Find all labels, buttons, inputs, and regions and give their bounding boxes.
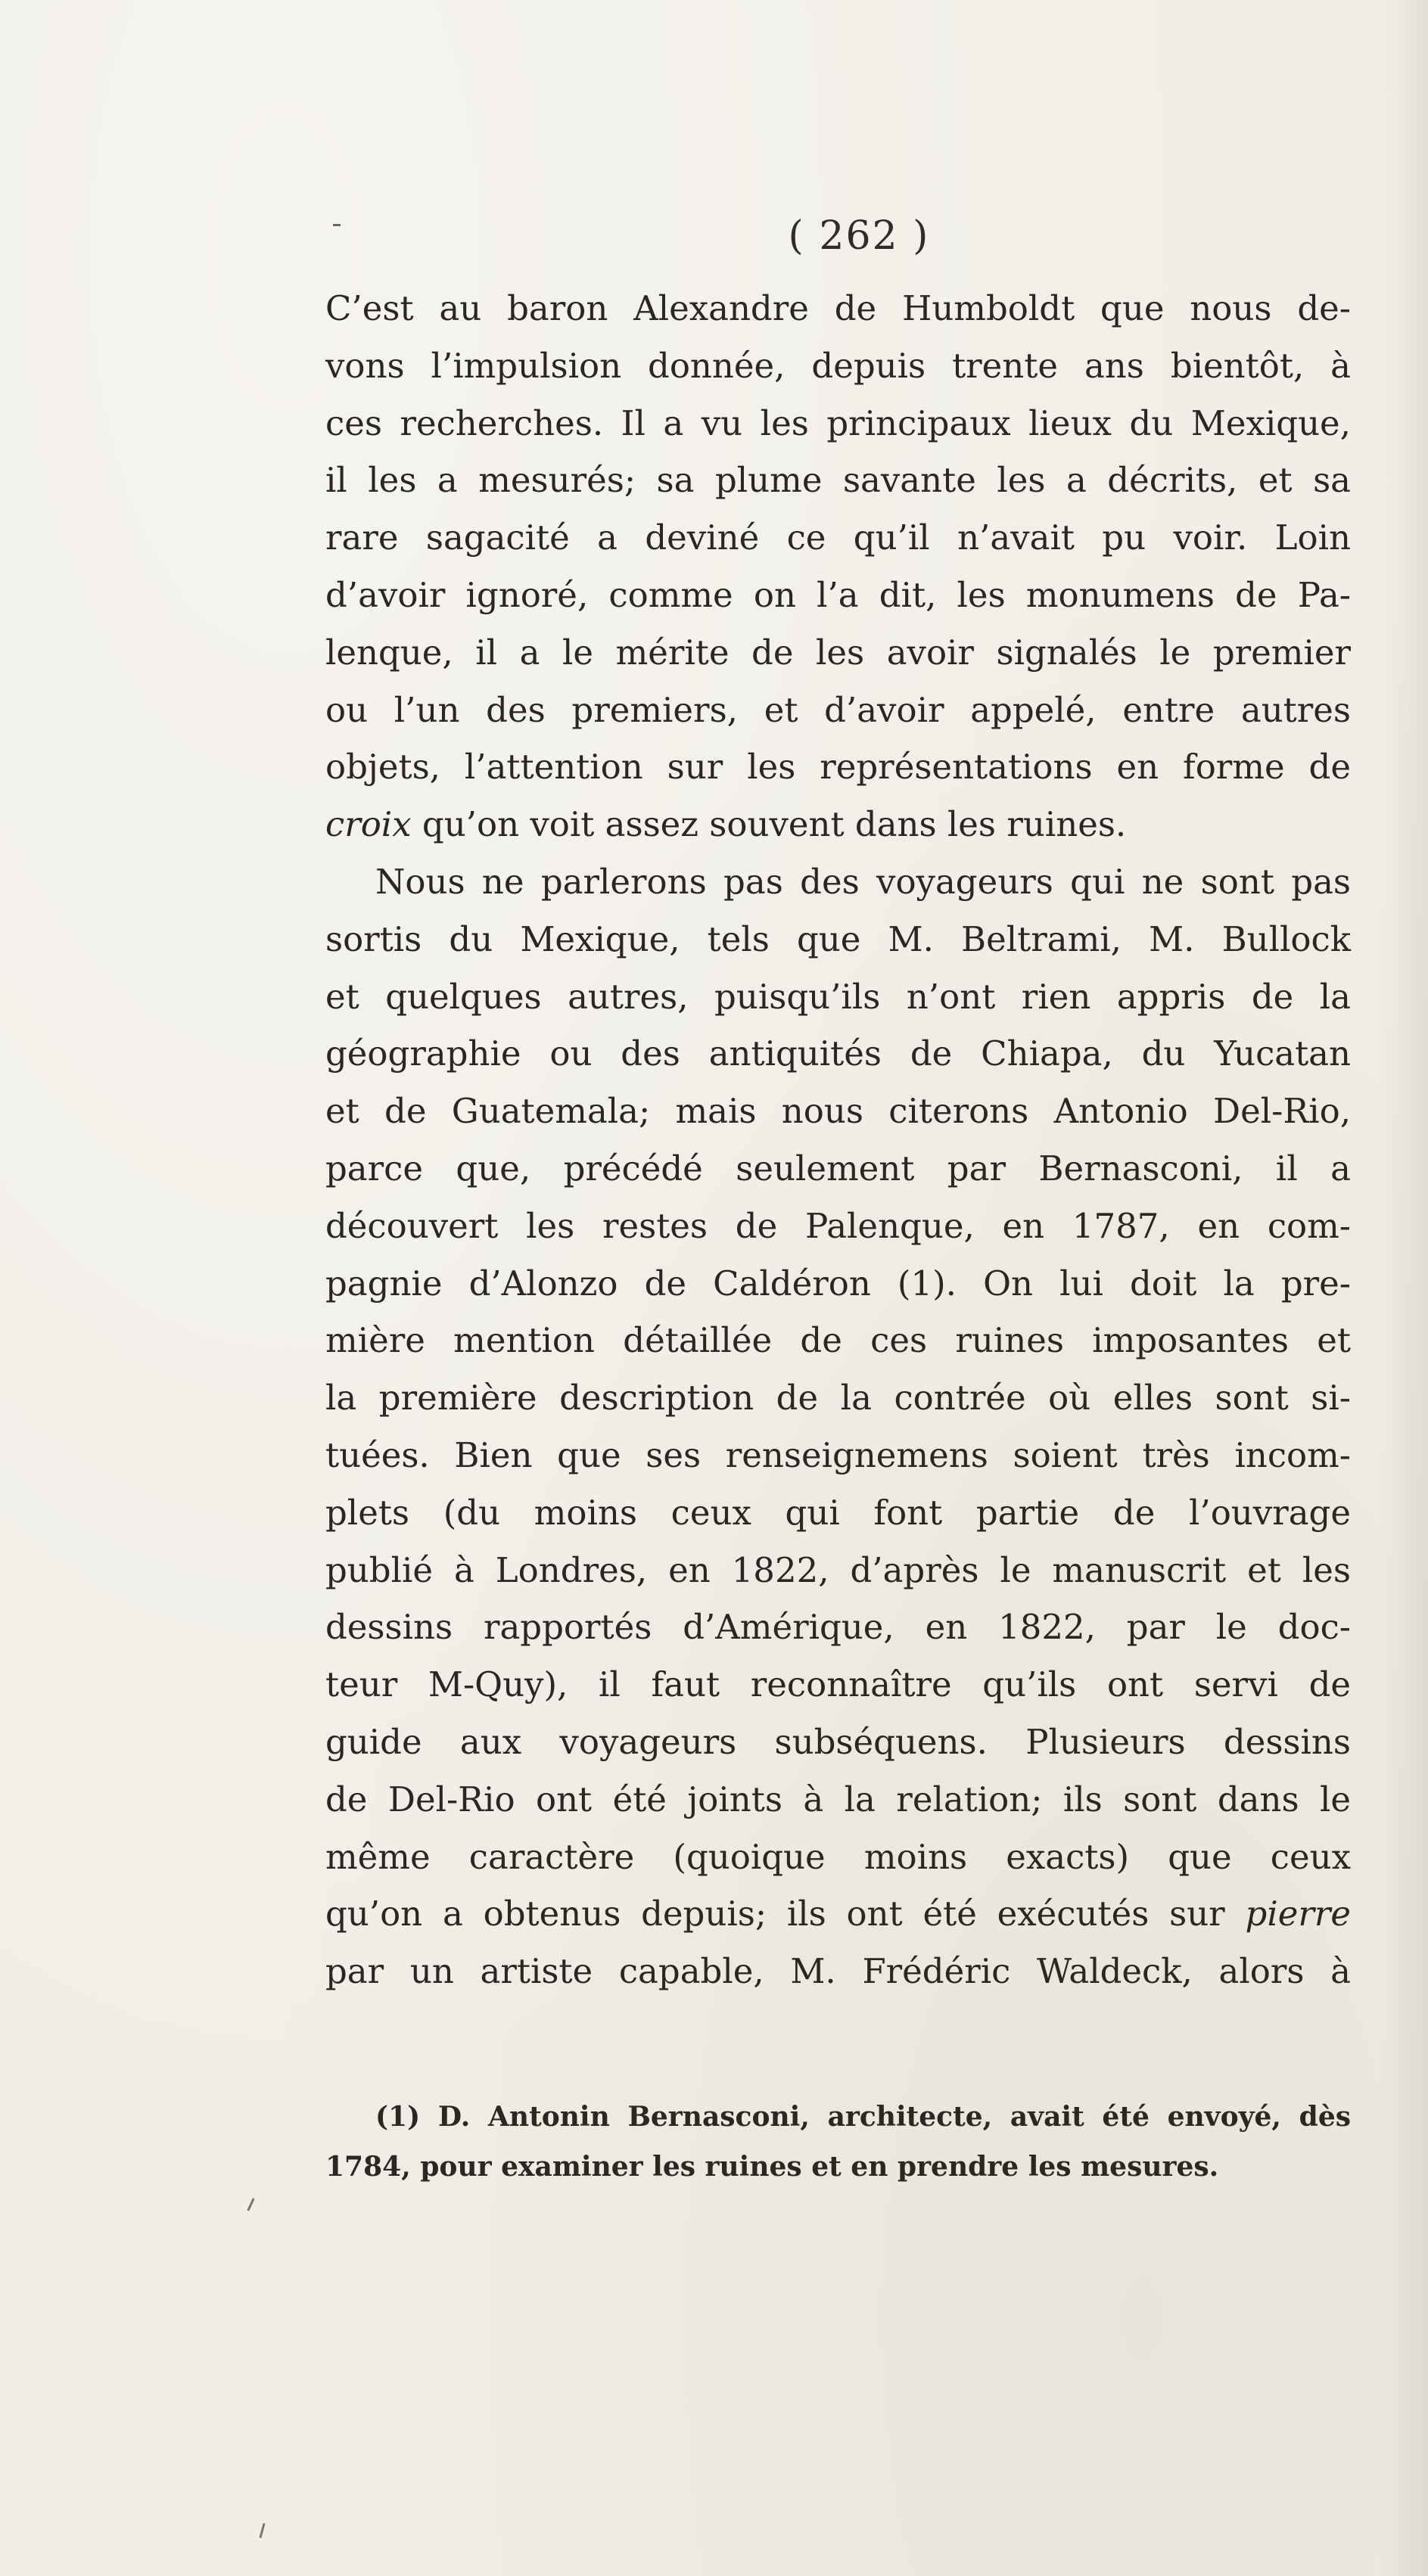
text-segment: objets, l’attention sur les représentations en forme de: [325, 747, 1351, 788]
text-line: [325, 1771, 1351, 1829]
text-segment: même caractère (quoique moins exacts) que ceux: [325, 1836, 1351, 1877]
page-edge-shadow: [1383, 0, 1428, 2576]
text-segment: C’est au baron Alexandre de Humboldt que nous de-: [325, 288, 1351, 328]
text-segment: lenque, il a le mérite de les avoir signalés le premier: [325, 632, 1351, 673]
text-line: [325, 1714, 1351, 1771]
text-line: [325, 853, 1351, 911]
page-number: ( 262 ): [788, 213, 930, 259]
text-segment: parce que, précédé seulement par Bernasconi, il a: [325, 1148, 1351, 1189]
footnote-line: (1) D. Antonin Bernasconi, architecte, avait été envoyé, dès: [375, 2101, 1351, 2133]
text-segment: d’avoir ignoré, comme on l’a dit, les monumens de Pa-: [325, 574, 1351, 615]
text-segment: par un artiste capable, M. Frédéric Waldeck, alors à: [325, 1951, 1351, 1992]
italic-text: croix: [325, 804, 412, 845]
text-segment: qu’on voit assez souvent dans les ruines.: [411, 804, 1127, 845]
text-segment: teur M-Quy), il faut reconnaître qu’ils ont servi de: [325, 1664, 1351, 1705]
text-line: [325, 1255, 1351, 1313]
text-segment: guide aux voyageurs subséquens. Plusieurs dessins: [325, 1721, 1351, 1762]
text-line: [325, 738, 1351, 796]
text-line: [325, 1369, 1351, 1427]
text-line: [325, 624, 1351, 682]
text-line: [325, 1198, 1351, 1255]
text-segment: et de Guatemala; mais nous citerons Antonio Del-Rio,: [325, 1091, 1351, 1132]
text-line: [325, 1484, 1351, 1542]
text-line: [325, 1083, 1351, 1140]
text-line: [325, 337, 1351, 395]
text-segment: la première description de la contrée où elles sont si-: [325, 1378, 1351, 1419]
text-line: [325, 452, 1351, 509]
text-segment: mière mention détaillée de ces ruines imposantes et: [325, 1320, 1351, 1361]
body-text: [325, 280, 1351, 2000]
text-segment: il les a mesurés; sa plume savante les a décrits, et sa: [325, 460, 1351, 501]
text-segment: ces recherches. Il a vu les principaux lieux du Mexique,: [325, 402, 1351, 443]
text-segment: sortis du Mexique, tels que M. Beltrami, M. Bullock: [325, 918, 1351, 959]
text-segment: tuées. Bien que ses renseignemens soient très incom-: [325, 1434, 1351, 1475]
text-line: [325, 1542, 1351, 1599]
text-line: [325, 1943, 1351, 2000]
text-segment: découvert les restes de Palenque, en 1787, en com-: [325, 1205, 1351, 1246]
text-line: [325, 682, 1351, 739]
text-line: [325, 1829, 1351, 1886]
text-segment: publié à Londres, en 1822, d’après le manuscrit et les: [325, 1549, 1351, 1590]
text-line: [325, 395, 1351, 452]
stray-mark: [259, 2523, 265, 2538]
text-segment: plets (du moins ceux qui font partie de l’ouvrage: [325, 1492, 1351, 1533]
text-line: [325, 968, 1351, 1026]
text-line: [325, 567, 1351, 624]
text-segment: dessins rapportés d’Amérique, en 1822, par le doc-: [325, 1607, 1351, 1648]
italic-text: pierre: [1245, 1894, 1351, 1934]
text-line: [325, 1427, 1351, 1484]
text-line: [325, 911, 1351, 968]
text-segment: ou l’un des premiers, et d’avoir appelé, entre autres: [325, 689, 1351, 730]
stray-mark: [247, 2198, 254, 2211]
text-line: [325, 1140, 1351, 1198]
text-segment: rare sagacité a deviné ce qu’il n’avait pu voir. Loin: [325, 517, 1351, 558]
text-line: [325, 509, 1351, 567]
text-segment: géographie ou des antiquités de Chiapa, du Yucatan: [325, 1033, 1351, 1074]
text-line: [325, 1599, 1351, 1656]
text-line: [325, 1025, 1351, 1083]
text-segment: pagnie d’Alonzo de Caldéron (1). On lui doit la pre-: [325, 1263, 1351, 1304]
text-line: [325, 280, 1351, 337]
text-line: [325, 796, 1351, 853]
text-line: [325, 1656, 1351, 1714]
text-segment: Nous ne parlerons pas des voyageurs qui ne sont pas: [375, 861, 1351, 902]
text-segment: et quelques autres, puisqu’ils n’ont rien appris de la: [325, 976, 1351, 1017]
text-line: [325, 1885, 1351, 1943]
text-segment: de Del-Rio ont été joints à la relation; ils sont dans le: [325, 1779, 1351, 1819]
footnote-line: 1784, pour examiner les ruines et en prendre les mesures.: [325, 2151, 1219, 2183]
text-segment: qu’on a obtenus depuis; ils ont été exécutés sur: [325, 1894, 1246, 1934]
footnotes: [325, 2092, 1351, 2192]
text-segment: vons l’impulsion donnée, depuis trente ans bientôt, à: [325, 345, 1351, 386]
text-line: [325, 1312, 1351, 1369]
